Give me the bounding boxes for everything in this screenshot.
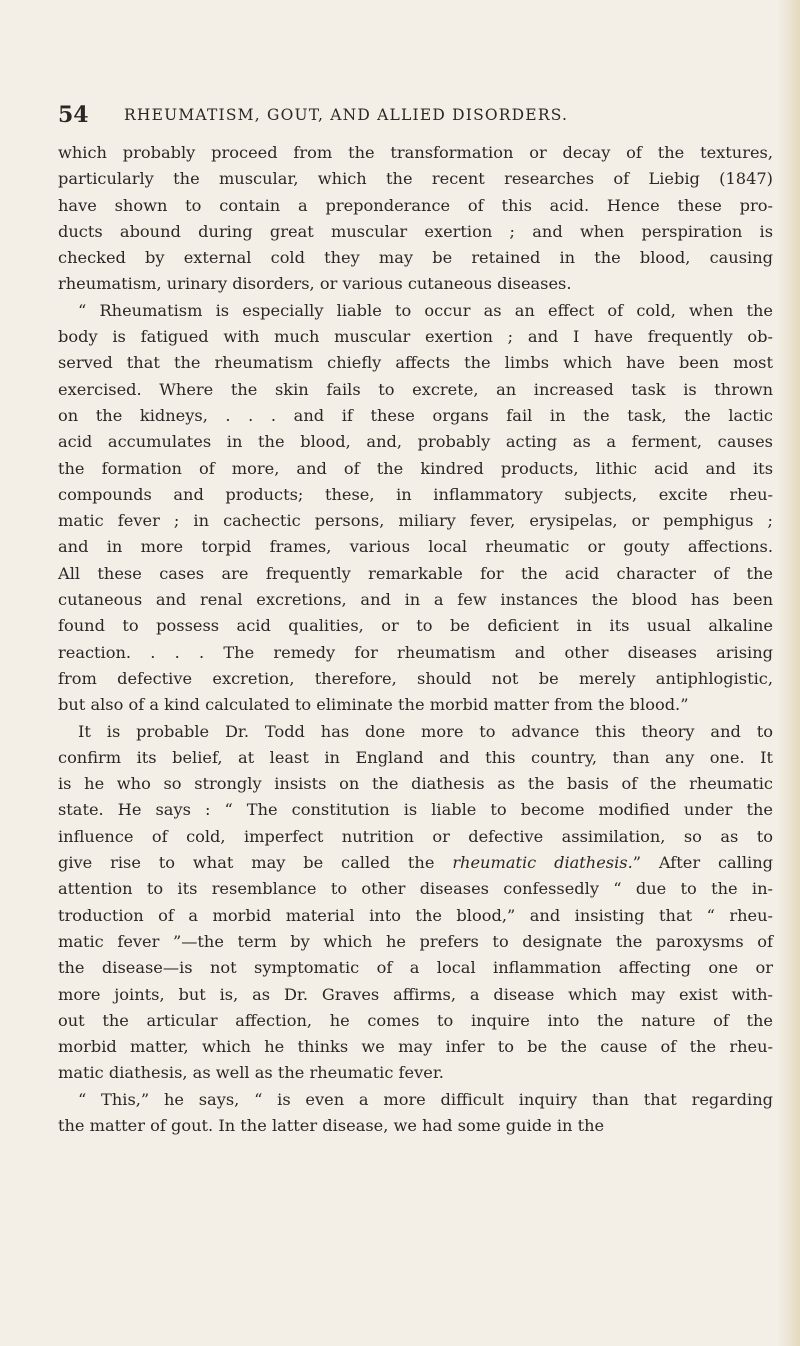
text-line: more joints, but is, as Dr. Graves affirms, a disease which may exist with- (58, 984, 773, 1004)
text-line: state. He says : “ The constitution is liable to become modified under the (58, 800, 773, 820)
text-line: is he who so strongly insists on the diathesis as the basis of the rheumatic (58, 774, 773, 794)
paragraph-quote (58, 1087, 778, 1140)
text-line: and in more torpid frames, various local rheumatic or gouty affections. (58, 537, 773, 557)
text-line: give rise to what may be called the rheumatic diathesis.” After calling (58, 853, 773, 873)
text-line: confirm its belief, at least in England and this country, than any one. It (58, 747, 773, 767)
text-line: cutaneous and renal excretions, and in a few instances the blood has been (58, 590, 773, 610)
text-line: exercised. Where the skin fails to excrete, an increased task is thrown (58, 379, 773, 399)
text-line: particularly the muscular, which the recent researches of Liebig (1847) (58, 169, 773, 189)
text-line: found to possess acid qualities, or to be deficient in its usual alkaline (58, 616, 773, 636)
text-line: rheumatism, urinary disorders, or various cutaneous diseases. (58, 274, 572, 294)
page-number: 54 (58, 102, 89, 128)
paragraph (58, 719, 778, 1087)
text-line: reaction. . . . The remedy for rheumatism and other diseases arising (58, 642, 773, 662)
paragraph (58, 140, 778, 298)
text-line: but also of a kind calculated to eliminate the morbid matter from the blood.” (58, 695, 689, 715)
text-line: matic fever ”—the term by which he prefers to designate the paroxysms of (58, 931, 773, 951)
text-line: out the articular affection, he comes to inquire into the nature of the (58, 1010, 773, 1030)
text-line: matic fever ; in cachectic persons, miliary fever, erysipelas, or pemphigus ; (58, 511, 773, 531)
text-line: influence of cold, imperfect nutrition or defective assimilation, so as to (58, 826, 773, 846)
paragraph-quote (58, 298, 778, 719)
text-line: troduction of a morbid material into the blood,” and insisting that “ rheu- (58, 905, 773, 925)
page-edge-shadow (778, 0, 800, 1346)
text-line: compounds and products; these, in inflammatory subjects, excite rheu- (58, 484, 773, 504)
text-line: acid accumulates in the blood, and, probably acting as a ferment, causes (58, 432, 773, 452)
text-line: the formation of more, and of the kindred products, lithic acid and its (58, 458, 773, 478)
text-line: body is fatigued with much muscular exertion ; and I have frequently ob- (58, 327, 773, 347)
text-line: on the kidneys, . . . and if these organs fail in the task, the lactic (58, 405, 773, 425)
text-line: attention to its resemblance to other diseases confessedly “ due to the in- (58, 879, 773, 899)
italic-term: rheumatic diathesis. (452, 853, 633, 873)
text-line: “ This,” he says, “ is even a more difficult inquiry than that regarding (78, 1089, 773, 1109)
text-line: matic diathesis, as well as the rheumatic fever. (58, 1063, 444, 1083)
text-line: which probably proceed from the transformation or decay of the textures, (58, 143, 773, 162)
text-line: It is probable Dr. Todd has done more to advance this theory and to (78, 721, 773, 741)
text-line: the disease—is not symptomatic of a local inflammation affecting one or (58, 958, 773, 978)
text-line: ducts abound during great muscular exertion ; and when perspiration is (58, 221, 773, 241)
text-line: All these cases are frequently remarkable for the acid character of the (58, 563, 773, 583)
text-line: checked by external cold they may be retained in the blood, causing (58, 248, 773, 268)
text-line: “ Rheumatism is especially liable to occur as an effect of cold, when the (78, 300, 773, 320)
text-line: served that the rheumatism chiefly affects the limbs which have been most (58, 353, 773, 373)
text-line: morbid matter, which he thinks we may infer to be the cause of the rheu- (58, 1037, 773, 1057)
running-header (58, 102, 758, 132)
body-text (58, 140, 778, 1139)
text-line: the matter of gout. In the latter disease, we had some guide in the (58, 1115, 605, 1135)
running-title: RHEUMATISM, GOUT, AND ALLIED DISORDERS. (124, 106, 569, 124)
text-line: from defective excretion, therefore, should not be merely antiphlogistic, (58, 668, 773, 688)
text-line: have shown to contain a preponderance of this acid. Hence these pro- (58, 195, 773, 215)
